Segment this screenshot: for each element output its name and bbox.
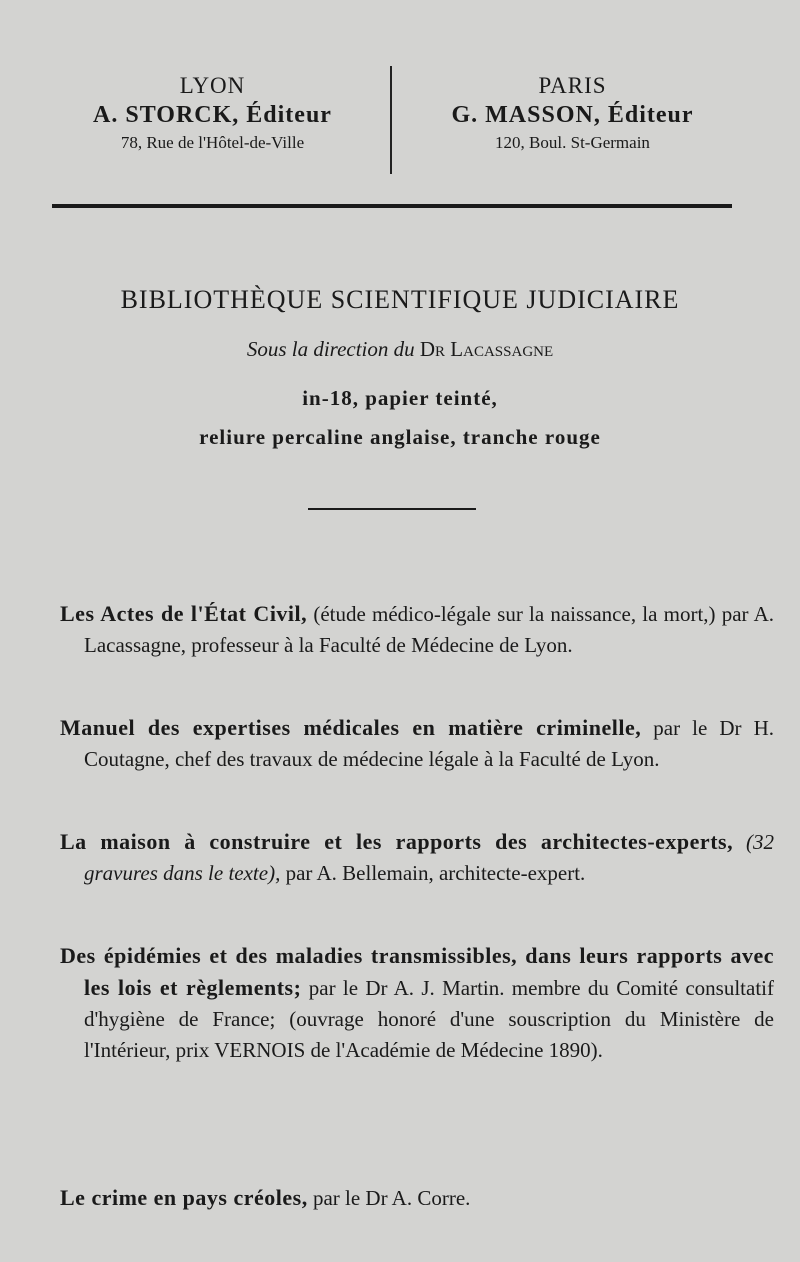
entry-title: La maison à construire et les rapports des architectes-experts, (60, 829, 734, 854)
entry-actes-etat-civil (60, 598, 774, 661)
entry-title: Le crime en pays créoles, (60, 1185, 308, 1210)
entry-maison-construire (60, 826, 774, 889)
entry-title: Manuel des expertises médicales en matière criminelle, (60, 715, 642, 740)
series-direction (40, 334, 760, 364)
entry-text: par le Dr A. J. Martin. membre du Comité consultatif d'hygiène de France; (ouvrage honoré d'une souscription du Ministère de l'Intérieur, prix VERNOIS de l'Académie de Médecine 1890). (84, 976, 774, 1062)
city-lyon: LYON (179, 73, 246, 98)
header-rule (52, 204, 732, 208)
series-title: BIBLIOTHÈQUE SCIENTIFIQUE JUDICIAIRE (120, 285, 680, 314)
city-paris: PARIS (538, 73, 607, 98)
publisher-paris (400, 72, 745, 156)
entry-title: Des épidémies et des maladies transmissibles, dans leurs rapports avec les lois et règlements; (60, 943, 774, 1000)
publisher-lyon (40, 72, 385, 156)
entry-manuel-expertises (60, 712, 774, 775)
direction-prefix: Sous la direction du (246, 337, 415, 361)
address-lyon: 78, Rue de l'Hôtel-de-Ville (120, 133, 305, 152)
entry-text: (étude médico-légale sur la naissance, la mort,) par A. Lacassagne, professeur à la Faculté de Médecine de Lyon. (84, 602, 774, 657)
entry-crime-pays-creoles (60, 1182, 750, 1214)
section-rule (308, 508, 476, 510)
series-format: in-18, papier teinté, (302, 386, 498, 410)
publisher-name-masson: G. MASSON, Éditeur (451, 102, 694, 128)
vertical-divider (390, 66, 392, 174)
series-binding: reliure percaline anglaise, tranche rouge (199, 425, 601, 449)
entry-text: par le Dr A. Corre. (307, 1186, 471, 1210)
publisher-name-storck: A. STORCK, Éditeur (93, 102, 332, 128)
entry-text: par le Dr H. Coutagne, chef des travaux de médecine légale à la Faculté de Lyon. (84, 716, 774, 771)
entry-italic-note: (32 gravures dans le texte), (84, 830, 775, 885)
entry-epidemies (60, 940, 774, 1066)
director-name: Dr Lacassagne (419, 337, 554, 361)
address-paris: 120, Boul. St-Germain (495, 133, 650, 152)
entry-text: par A. Bellemain, architecte-expert. (280, 861, 586, 885)
entry-title: Les Actes de l'État Civil, (60, 601, 308, 626)
